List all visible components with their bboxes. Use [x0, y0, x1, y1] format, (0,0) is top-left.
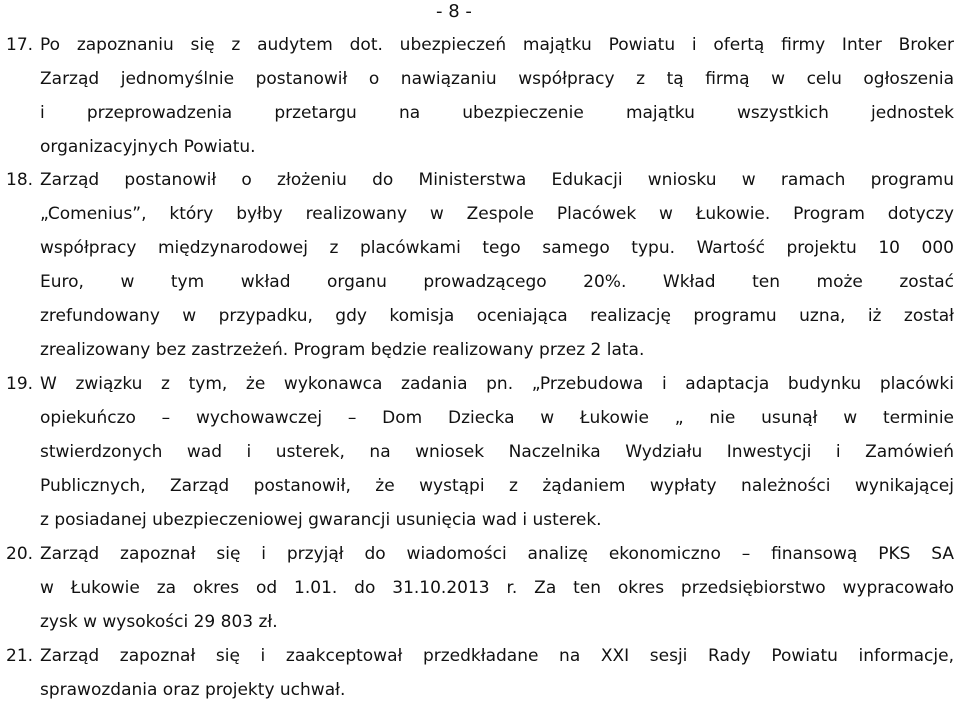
paragraph-line: Zarząd zapoznał się i przyjął do wiadomości analizę ekonomiczno – finansową PKS SA: [40, 544, 954, 564]
paragraph-line: Po zapoznaniu się z audytem dot. ubezpieczeń majątku Powiatu i ofertą firmy Inter Broker: [40, 35, 954, 55]
paragraph-line: z posiadanej ubezpieczeniowej gwarancji usunięcia wad i usterek.: [40, 510, 602, 530]
paragraph-line: zrealizowany bez zastrzeżeń. Program będzie realizowany przez 2 lata.: [40, 340, 645, 360]
item-number: 20.: [6, 544, 34, 564]
paragraph-line: organizacyjnych Powiatu.: [40, 137, 256, 157]
paragraph-line: sprawozdania oraz projekty uchwał.: [40, 680, 346, 700]
item-number: 17.: [6, 35, 34, 55]
item-number: 21.: [6, 646, 34, 666]
paragraph-line: opiekuńczo – wychowawczej – Dom Dziecka w Łukowie „ nie usunął w terminie: [40, 408, 954, 428]
paragraph-line: Euro, w tym wkład organu prowadzącego 20%. Wkład ten może zostać: [40, 272, 954, 292]
item-number: 19.: [6, 374, 34, 394]
page-number: - 8 -: [436, 1, 472, 22]
paragraph-line: zysk w wysokości 29 803 zł.: [40, 612, 278, 632]
paragraph-line: Zarząd zapoznał się i zaakceptował przedkładane na XXI sesji Rady Powiatu informacje,: [40, 646, 954, 666]
paragraph-line: stwierdzonych wad i usterek, na wniosek Naczelnika Wydziału Inwestycji i Zamówień: [40, 442, 954, 462]
paragraph-line: „Comenius”, który byłby realizowany w Zespole Placówek w Łukowie. Program dotyczy: [40, 204, 954, 224]
paragraph-line: i przeprowadzenia przetargu na ubezpieczenie majątku wszystkich jednostek: [40, 103, 954, 123]
paragraph-line: współpracy międzynarodowej z placówkami tego samego typu. Wartość projektu 10 000: [40, 238, 954, 258]
paragraph-line: W związku z tym, że wykonawca zadania pn. „Przebudowa i adaptacja budynku placówki: [40, 374, 954, 394]
paragraph-line: Zarząd jednomyślnie postanowił o nawiązaniu współpracy z tą firmą w celu ogłoszenia: [40, 69, 954, 89]
item-number: 18.: [6, 170, 34, 190]
paragraph-line: Zarząd postanowił o złożeniu do Ministerstwa Edukacji wniosku w ramach programu: [40, 170, 954, 190]
paragraph-line: w Łukowie za okres od 1.01. do 31.10.2013 r. Za ten okres przedsiębiorstwo wypracowało: [40, 578, 954, 598]
paragraph-line: Publicznych, Zarząd postanowił, że wystąpi z żądaniem wypłaty należności wynikającej: [40, 476, 954, 496]
paragraph-line: zrefundowany w przypadku, gdy komisja oceniająca realizację programu uzna, iż został: [40, 306, 954, 326]
